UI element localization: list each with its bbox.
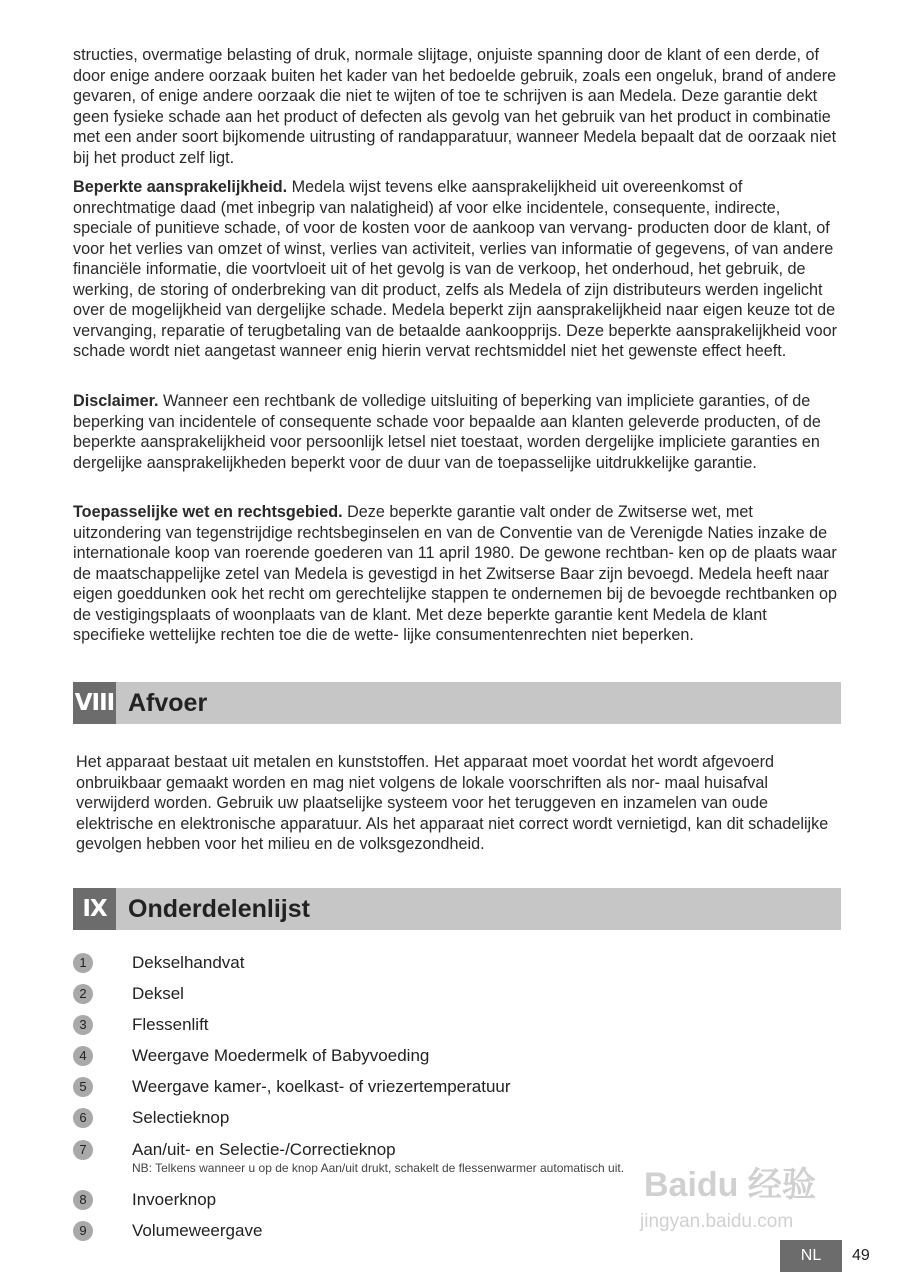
section-number: VIII — [73, 682, 116, 724]
paragraph-warranty-exclusions — [73, 45, 843, 168]
part-number-badge: 5 — [73, 1077, 93, 1097]
part-number-badge: 1 — [73, 953, 93, 973]
paragraph-text: Medela wijst tevens elke aansprakelijkheid uit overeenkomst of onrechtmatige daad (met inbegrip van nalatigheid) af voor elke incidentele, consequente, indirecte, speciale of punitieve schade, of voor de kosten voor de aankoop van vervang- producten door de klant, of voor het verlies van omzet of winst, verlies van activiteit, verlies van informatie of gegevens, of van andere financiële informatie, die voortvloeit uit of het gevolg is van de verkoop, het onderhoud, het gebruik, de werking, de storing of onderbreking van dit product, zelfs als Medela of zijn distributeurs werden ingelicht over de mogelijkheid van dergelijke schade. Medela beperkt zijn aansprakelijkheid naar eigen keuze tot de vervanging, reparatie of terugbetaling van de betaalde aankoopprijs. Deze beperkte aansprakelijkheid voor schade wordt niet aangetast wanneer enig hierin vervat rechtsmiddel niet het gewenste effect heeft. — [73, 178, 838, 360]
section-header-viii — [73, 682, 841, 724]
paragraph-heading: Disclaimer. — [73, 392, 159, 410]
paragraph-disclaimer — [73, 391, 843, 473]
part-label: Weergave Moedermelk of Babyvoeding — [132, 1046, 430, 1065]
part-label: Volumeweergave — [132, 1221, 263, 1240]
paragraph-applicable-law — [73, 502, 843, 646]
section-number: IX — [73, 888, 116, 930]
paragraph-disposal — [76, 752, 846, 855]
part-note: NB: Telkens wanneer u op de knop Aan/uit drukt, schakelt de flessenwarmer automatisch uit. — [132, 1161, 625, 1175]
part-number-badge: 2 — [73, 984, 93, 1004]
part-label: Aan/uit- en Selectie-/Correctieknop — [132, 1140, 396, 1159]
part-label: Flessenlift — [132, 1015, 209, 1034]
paragraph-text: structies, overmatige belasting of druk, normale slijtage, onjuiste spanning door de klant of een derde, of door enige andere oorzaak buiten het kader van het bedoelde gebruik, zoals een ongeluk, brand of andere gevaren, of enige andere oorzaak die niet te wijten of toe te schrijven is aan Medela. Deze garantie dekt geen fysieke schade aan het product of defecten als gevolg van het gebruik van het product in combinatie met een ander soort bijkomende uitrusting of randapparatuur, wanneer Medela bepaalt dat de oorzaak niet bij het product zelf ligt. — [73, 46, 837, 167]
part-number-badge: 3 — [73, 1015, 93, 1035]
part-number-badge: 7 — [73, 1140, 93, 1160]
part-label: Weergave kamer-, koelkast- of vriezertemperatuur — [132, 1077, 511, 1096]
part-number-badge: 8 — [73, 1190, 93, 1210]
paragraph-heading: Beperkte aansprakelijkheid. — [73, 178, 288, 196]
section-title: Afvoer — [128, 689, 208, 717]
page-number: 49 — [852, 1247, 870, 1264]
part-label: Selectieknop — [132, 1108, 230, 1127]
paragraph-text: Deze beperkte garantie valt onder de Zwitserse wet, met uitzondering van tegenstrijdige rechtsbeginselen en van de Conventie van de Verenigde Naties inzake de internationale koop van roerende goederen van 11 april 1980. De gewone rechtban- ken op de plaats waar de maatschappelijke zetel van Medela is gevestigd in het Zwitserse Baar zijn bevoegd. Medela heeft naar eigen goeddunken ook het recht om gerechtelijke stappen te ondernemen bij de bevoegde rechtbanken op de vestigingsplaats of woonplaats van de klant. Met deze beperkte garantie kent Medela de klant specifieke wettelijke rechten toe die de wette- lijke consumentenrechten niet beperken. — [73, 503, 838, 644]
baidu-watermark — [640, 1165, 860, 1245]
watermark-url: jingyan.baidu.com — [640, 1211, 794, 1232]
section-title: Onderdelenlijst — [128, 895, 310, 923]
part-number-badge: 9 — [73, 1221, 93, 1241]
paragraph-text: Wanneer een rechtbank de volledige uitsluiting of beperking van impliciete garanties, of de beperking van incidentele of consequente schade voor bepaalde aan klanten geleverde producten, of de beperkte aansprakelijkheid voor persoonlijk letsel niet toestaat, worden dergelijke impliciete garanties en dergelijke aansprakelijkheden beperkt voor de duur van de toepasselijke uitdrukkelijke garantie. — [73, 392, 821, 472]
section-header-ix — [73, 888, 841, 930]
parts-list-item — [73, 952, 843, 976]
parts-list-item — [73, 1107, 843, 1131]
paragraph-text: Het apparaat bestaat uit metalen en kunststoffen. Het apparaat moet voordat het wordt afgevoerd onbruikbaar gemaakt worden en mag niet volgens de lokale voorschriften als nor- maal huisafval verwijderd worden. Gebruik uw plaatselijke systeem voor het teruggeven en inzamelen van oude elektrische en elektronische apparatuur. Als het apparaat niet correct wordt vernietigd, kan dit schadelijke gevolgen hebben voor het milieu en de volksgezondheid. — [76, 753, 829, 853]
parts-list-item — [73, 983, 843, 1007]
part-label: Dekselhandvat — [132, 953, 245, 972]
part-label: Deksel — [132, 984, 184, 1003]
paragraph-heading: Toepasselijke wet en rechtsgebied. — [73, 503, 343, 521]
part-number-badge: 6 — [73, 1108, 93, 1128]
parts-list-item — [73, 1076, 843, 1100]
language-tab: NL — [780, 1240, 842, 1272]
parts-list-item — [73, 1045, 843, 1069]
part-label: Invoerknop — [132, 1190, 217, 1209]
watermark-logo-text: Baidu 经验 — [644, 1166, 816, 1204]
part-number-badge: 4 — [73, 1046, 93, 1066]
paragraph-limited-liability — [73, 177, 843, 362]
parts-list-item — [73, 1014, 843, 1038]
